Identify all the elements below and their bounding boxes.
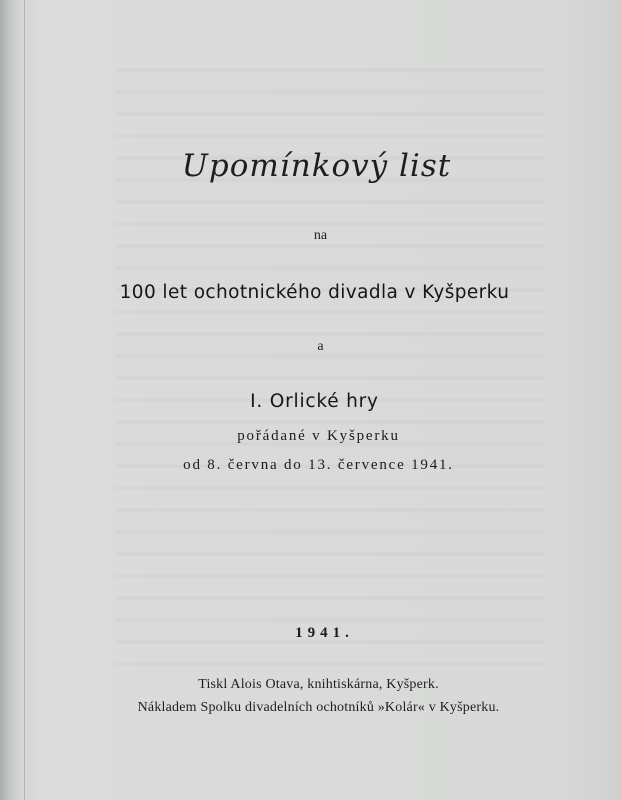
printer-imprint: Tiskl Alois Otava, knihtiskárna, Kyšperk. (198, 677, 439, 692)
connector-a: a (317, 339, 324, 354)
secondary-heading: I. Orlické hry (250, 391, 379, 412)
document-title: Upomínkový list (181, 148, 452, 184)
subtitle-dates: od 8. června do 13. července 1941. (183, 457, 454, 473)
publisher-imprint: Nákladem Spolku divadelních ochotníků »Kolár« v Kyšperku. (137, 700, 500, 715)
subtitle-place: pořádané v Kyšperku (237, 428, 400, 444)
connector-na: na (313, 228, 328, 243)
publication-year: 1941. (295, 625, 354, 641)
main-heading: 100 let ochotnického divadla v Kyšperku (119, 282, 510, 303)
